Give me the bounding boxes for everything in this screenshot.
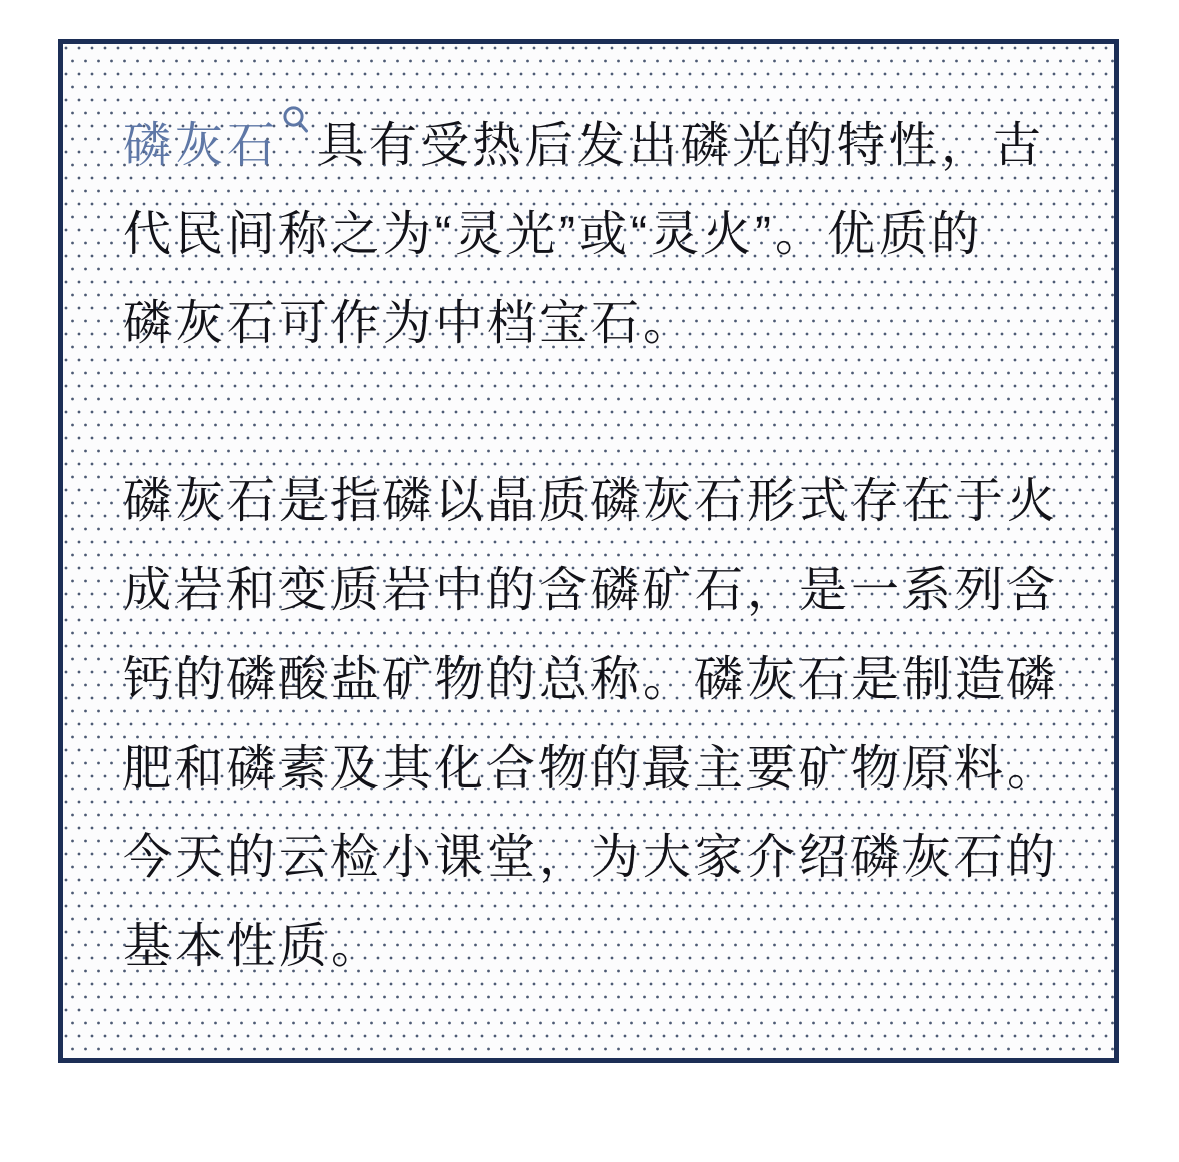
text-line: 磷灰石是指磷以晶质磷灰石形式存在于火	[123, 475, 1060, 528]
text-line: 代民间称之为“灵光”或“灵火”。优质的	[123, 208, 983, 261]
apatite-entity-link[interactable]: 磷灰石	[123, 119, 280, 172]
text-line: 今天的云检小课堂，为大家介绍磷灰石的	[123, 831, 1060, 884]
text-line: 成岩和变质岩中的含磷矿石，是一系列含	[123, 564, 1060, 617]
paragraph-body	[123, 457, 1080, 991]
line-text: 具有受热后发出磷光的特性，古	[317, 119, 1046, 172]
article-card	[58, 39, 1119, 1063]
text-line: 钙的磷酸盐矿物的总称。磷灰石是制造磷	[123, 653, 1060, 706]
text-line: 肥和磷素及其化合物的最主要矿物原料。	[123, 742, 1060, 795]
paragraph-intro	[123, 101, 1080, 368]
search-icon[interactable]	[282, 105, 310, 135]
text-line: 磷灰石可作为中档宝石。	[123, 297, 696, 350]
article-content	[63, 44, 1114, 991]
text-line: 基本性质。	[123, 920, 384, 973]
text-line	[123, 101, 1080, 190]
